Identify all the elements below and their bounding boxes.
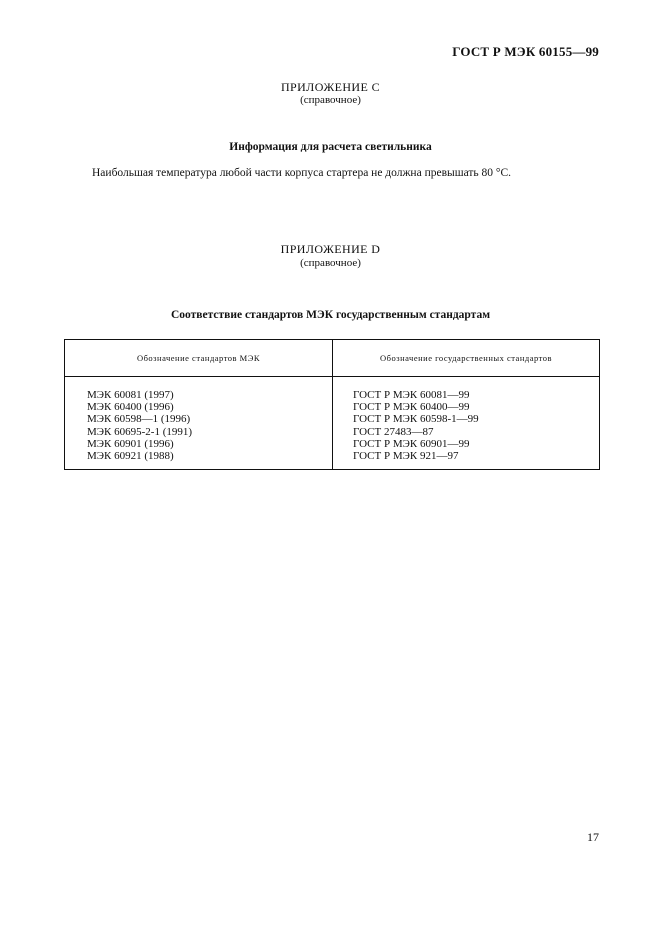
table-cell: МЭК 60695-2-1 (1991): [87, 425, 193, 438]
table-cell: ГОСТ Р МЭК 60901—99: [353, 437, 470, 450]
table-cell: ГОСТ Р МЭК 60400—99: [353, 401, 470, 414]
annex-d-title: ПРИЛОЖЕНИЕ D: [280, 242, 381, 256]
standards-correspondence-table: [64, 339, 600, 470]
table-cell: МЭК 60598—1 (1996): [87, 413, 191, 426]
table-cell: ГОСТ 27483—87: [353, 425, 434, 438]
annex-c-paragraph: Наибольшая температура любой части корпуса стартера не должна превышать 80 °С.: [92, 167, 512, 179]
table-header-row: [65, 340, 600, 377]
table-cell: МЭК 60400 (1996): [87, 401, 174, 414]
table-cell: ГОСТ Р МЭК 60598-1—99: [353, 413, 479, 426]
column-header-national: Обозначение государственных стандартов: [333, 340, 600, 377]
annex-d-heading: Соответствие стандартов МЭК государственным стандартам: [170, 309, 491, 321]
annex-c-heading: Информация для расчета светильника: [229, 141, 432, 153]
page-number: 17: [587, 830, 599, 844]
iec-standards-cell: [65, 377, 333, 470]
annex-c-subtitle: (справочное): [300, 94, 361, 106]
annex-c-title: ПРИЛОЖЕНИЕ С: [280, 80, 381, 94]
table-body-row: [65, 377, 600, 470]
document-header: ГОСТ Р МЭК 60155—99: [452, 44, 599, 59]
annex-d-subtitle: (справочное): [300, 257, 361, 269]
table-cell: ГОСТ Р МЭК 921—97: [353, 449, 459, 462]
national-standards-cell: [333, 377, 600, 470]
table-cell: МЭК 60921 (1988): [87, 449, 174, 462]
column-header-iec: Обозначение стандартов МЭК: [65, 340, 333, 377]
table-cell: МЭК 60081 (1997): [87, 389, 174, 401]
table-cell: МЭК 60901 (1996): [87, 437, 174, 450]
table-cell: ГОСТ Р МЭК 60081—99: [353, 389, 470, 401]
